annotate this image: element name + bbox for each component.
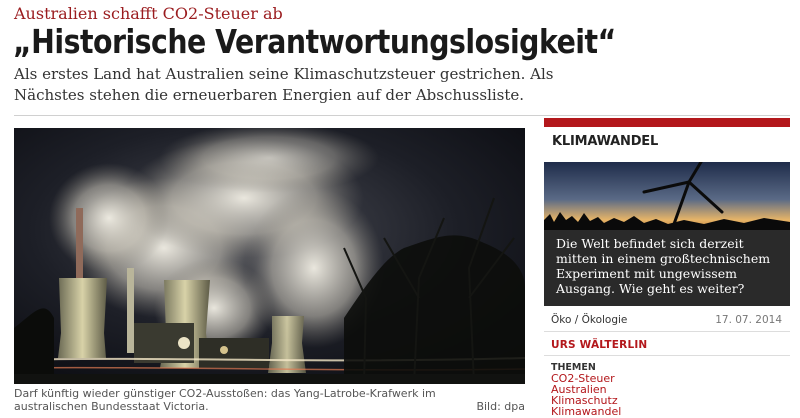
sidebar-section-title[interactable]: KLIMAWANDEL — [552, 134, 659, 149]
header-divider — [14, 115, 790, 116]
themes-heading: THEMEN — [551, 362, 596, 373]
author-link[interactable]: URS WÄLTERLIN — [551, 339, 648, 351]
theme-link[interactable]: Australien — [551, 383, 607, 396]
sidebar-accent-bar — [544, 118, 790, 127]
teaser-image-protest-wind-turbine[interactable] — [544, 162, 790, 230]
photo-credit: Bild: dpa — [476, 400, 525, 413]
author-box — [544, 332, 790, 356]
article-kicker: Australien schafft CO2-Steuer ab — [14, 4, 283, 23]
teaser-meta — [544, 306, 790, 332]
article-headline: „Historische Verantwortungslosigkeit“ — [13, 22, 616, 61]
themes-box — [544, 356, 790, 418]
theme-link[interactable]: Klimaschutz — [551, 394, 618, 407]
teaser-date: 17. 07. 2014 — [715, 314, 782, 326]
power-plant-night-image — [14, 128, 525, 384]
teaser-text[interactable]: Die Welt befindet sich derzeit mitten in einem großtechnischem Experiment mit ungewissem Ausgang. Wie geht es weiter? — [556, 236, 771, 296]
teaser-category-link[interactable]: Öko / Ökologie — [551, 314, 628, 326]
theme-link[interactable]: Klimawandel — [551, 405, 622, 418]
theme-link[interactable]: CO2-Steuer — [551, 372, 615, 385]
themes-list — [551, 373, 621, 417]
photo-caption: Darf künftig wieder günstiger CO2-Ausstoßen: das Yang-Latrobe-Krafwerk im australischen Bundesstaat Victoria. — [14, 387, 436, 413]
article-photo-power-plant — [14, 128, 525, 384]
article-lead: Als erstes Land hat Australien seine Klimaschutzsteuer gestrichen. Als Nächstes stehen die erneuerbaren Energien auf der Abschussliste. — [14, 65, 554, 104]
sidebar-climate-change — [544, 118, 790, 418]
teaser-illustration — [544, 162, 790, 230]
